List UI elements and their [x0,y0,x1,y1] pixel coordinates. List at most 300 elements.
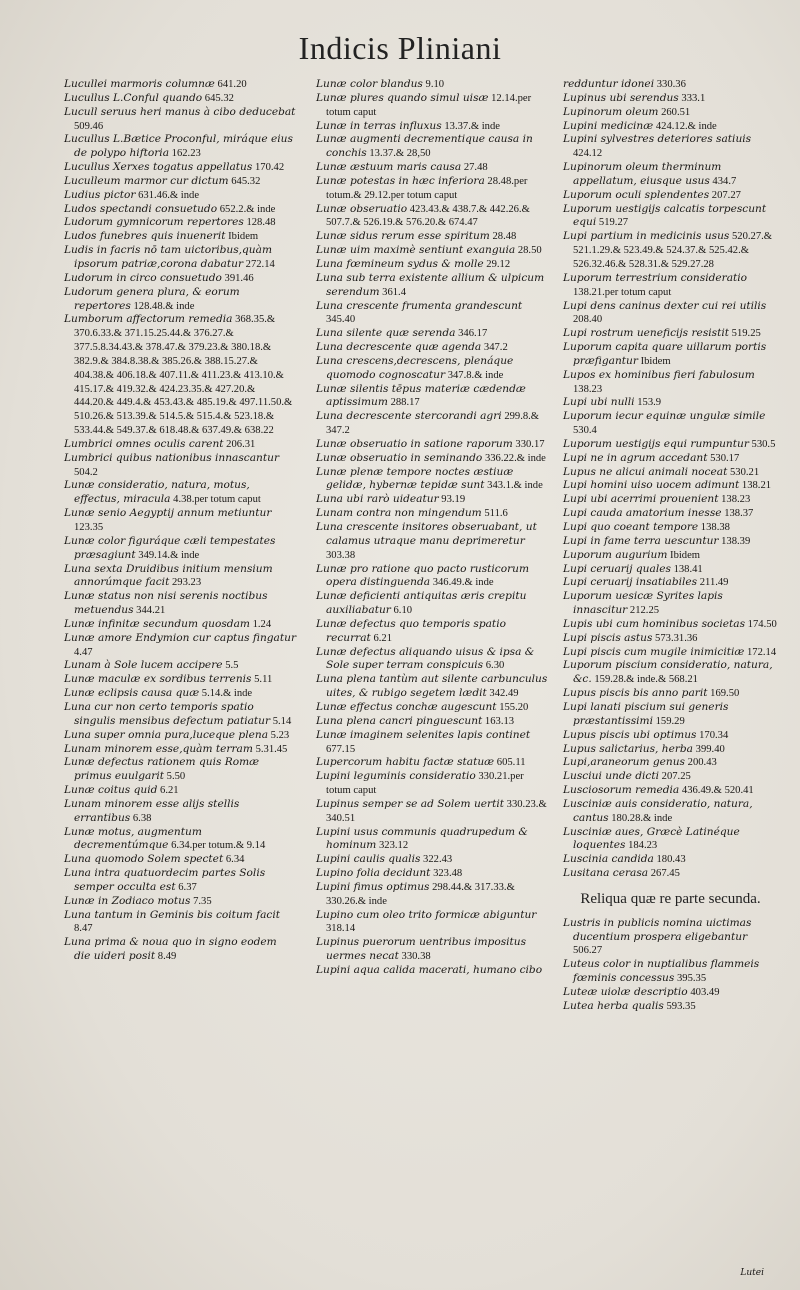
index-entry [563,853,778,867]
index-entry [316,507,548,521]
index-entry [563,341,778,369]
entry-text: Lupini fimus optimus [316,880,430,893]
entry-text: Luna intra quatuordecim partes Solis semper occulta est [64,867,266,893]
entry-text: Lunæ sidus rerum esse spiritum [316,230,490,243]
entry-reference: 138.39 [718,535,751,547]
entry-text: Lupini usus communis quadrupedum & hominum [316,825,528,852]
index-entry [563,466,778,480]
entry-reference: 128.48 [243,217,276,229]
entry-reference: 349.14.& inde [135,549,200,561]
index-entry [563,133,778,161]
index-entry [64,452,296,480]
entry-text: Luna prima & noua quo in signo eodem die uideri posit [64,936,277,963]
index-entry [316,355,548,383]
index-entry [563,687,778,701]
entry-reference: 5.5 [222,660,239,672]
index-entry [316,881,548,909]
index-entry [563,106,778,120]
index-entry [64,230,296,244]
entry-text: Lumbrici quibus nationibus innascantur [64,451,280,464]
entry-reference: 347.2 [481,342,508,354]
entry-reference: 504.2 [74,466,98,478]
entry-text: Lusciui unde dicti [563,770,660,783]
entry-reference: 573.31.36 [652,632,698,644]
index-entry [563,917,778,959]
index-entry [64,659,296,673]
entry-reference: 138.41 [670,563,703,575]
entry-text: Luporum iecur equinæ ungulæ simile [563,410,766,423]
entry-reference: 330.38 [398,951,431,963]
entry-reference: 4.38.per totum caput [170,494,261,506]
index-entry [64,286,296,314]
index-entry [316,410,548,438]
entry-reference: 153.9 [634,397,662,409]
entry-reference: 395.35 [674,973,707,985]
index-entry [64,92,296,106]
entry-reference: 645.32 [202,92,234,104]
entry-reference: 506.27 [573,945,603,957]
entry-reference: 318.14 [326,923,356,935]
index-entry [316,272,548,300]
index-entry [563,770,778,784]
index-entry [64,535,296,563]
index-entry [64,853,296,867]
index-entry [64,936,296,964]
entry-text: Lupini medicinæ [563,119,654,132]
index-column-right [563,78,778,1014]
entry-text: Lucullus Xerxes togatus appellatus [64,161,253,174]
entry-text: Lupus ne alicui animali noceat [563,465,728,478]
entry-reference: 519.27 [596,217,629,229]
index-entry [563,507,778,521]
entry-reference: 169.50 [707,688,740,700]
index-entry [563,300,778,328]
entry-reference: 423.43.& 438.7.& 442.26.& 507.7.& 526.19.& 576.20.& 674.47 [326,203,530,229]
entry-reference: 180.28.& inde [608,812,673,824]
index-entry [563,203,778,231]
index-entry [316,203,548,231]
entry-reference: 138.23 [718,494,751,506]
index-entry [563,563,778,577]
entry-reference: 346.17 [455,328,488,340]
index-entry [563,756,778,770]
entry-text: Lupi quo coeant tempore [563,521,699,533]
index-entry [316,493,548,507]
index-entry [64,203,296,217]
entry-reference: 138.38 [698,522,730,533]
index-entry [64,78,296,92]
entry-reference: 172.14 [744,646,777,658]
entry-reference: 180.43 [653,854,686,866]
index-entry [563,590,778,618]
entry-text: Lumbrici omnes oculis carent [64,437,224,450]
index-entry [316,92,548,120]
entry-reference: 5.14 [270,715,292,727]
index-entry [563,396,778,410]
index-entry [64,895,296,909]
entry-text: Luna fœmineum sydus & molle [316,257,484,270]
entry-text: Luporum uestigijs calcatis torpescunt equi [563,202,767,229]
entry-text: Lupi cauda amatorium inesse [563,507,722,520]
entry-reference: 336.22.& inde [482,452,546,464]
entry-reference: 652.2.& inde [217,203,276,215]
entry-text: Lunæ defectus aliquando uisus & ipsa & Sole super terram conspicuis [316,645,535,672]
entry-text: Lusciosorum remedia [563,784,680,797]
index-entry [64,507,296,535]
entry-text: Lunæ maculæ ex sordibus terrenis [64,673,252,686]
entry-text: Ludis in facris nō tam uictoribus,quàm ipsorum patriæ,corona dabatur [64,244,272,270]
entry-text: Lupi piscis astus [563,631,653,644]
entry-text: Lupinus puerorum uentribus impositus uermes necat [316,936,527,963]
entry-text: Lunæ deficienti antiquitas æris crepitu auxiliabatur [316,590,527,617]
entry-text: Luporum capita quare uillarum portis præfigantur [563,341,767,367]
entry-text: Lunam minorem esse,quàm terram [64,742,253,755]
entry-reference: 184.23 [625,840,658,852]
index-entry [316,438,548,452]
entry-reference: 5.14.& inde [199,688,253,700]
index-entry [316,521,548,563]
index-entry [563,618,778,632]
index-entry [563,729,778,743]
entry-reference: 123.35 [74,522,104,533]
entry-reference: 593.35 [663,1000,696,1012]
entry-text: Lunæ coitus quid [64,784,158,797]
index-entry [563,78,778,92]
index-entry [316,452,548,466]
entry-text: Luna silente quæ serenda [316,327,456,340]
page-title: Indicis Pliniani [298,30,502,66]
entry-text: Luna ubi rarò uideatur [316,493,439,506]
index-entry [64,673,296,687]
entry-reference: 170.34 [696,729,729,741]
entry-text: Lunæ obseruatio in seminando [316,451,483,464]
entry-reference: 267.45 [648,868,680,880]
entry-reference: 6.34.per totum.& 9.14 [168,840,266,852]
index-entry [64,784,296,798]
entry-text: Lupi ubi nulli [563,396,635,409]
entry-text: redduntur idonei [563,78,655,90]
index-entry [64,743,296,757]
index-entry [64,313,296,438]
entry-reference: 346.49.& inde [430,577,494,589]
entry-reference: Ibidem [225,231,259,243]
entry-text: Luporum oculi splendentes [563,188,710,201]
entry-reference: 424.12 [573,148,603,160]
entry-text: Lupini caulis qualis [316,853,421,866]
entry-reference: 159.28.& inde.& 568.21 [591,674,698,686]
entry-reference: 345.40 [326,314,356,326]
index-entry [316,78,548,92]
index-entry [316,175,548,203]
index-entry [316,341,548,355]
entry-text: Luporum augurium [563,548,668,561]
entry-text: Lunæ plures quando simul uisæ [316,91,489,104]
entry-text: Lunæ color figuráque cæli tempestates præsagiunt [64,534,276,561]
entry-text: Lunæ potestas in hæc inferiora [316,174,485,187]
entry-text: Lusciniæ auis consideratio, natura, cantus [563,797,753,824]
entry-reference: 6.10 [390,605,413,617]
index-entry [316,853,548,867]
entry-text: Lupus piscis ubi optimus [563,728,697,741]
entry-text: Luna sub terra existente allium & ulpicum serendum [316,271,545,298]
entry-text: Luporum uestigijs equi rumpuntur [563,437,749,450]
index-entry [563,743,778,757]
entry-reference: 330.17 [512,438,545,450]
entry-text: Lunæ silentis tēpus materiæ cædendæ aptissimum [316,382,526,409]
entry-text: Ludos spectandi consuetudo [64,202,218,215]
entry-reference: 138.21 [739,480,772,492]
entry-reference: 12.14.per totum caput [326,92,532,118]
entry-reference: 207.25 [659,771,691,783]
index-entry [64,175,296,189]
entry-text: Lunæ amore Endymion cur captus fingatur [64,631,297,644]
entry-text: Lucullus L.Bætice Proconful, miráque eius de polypo hiftoria [64,133,293,160]
index-entry [64,632,296,660]
index-entry [64,438,296,452]
index-entry [563,826,778,854]
entry-text: Lunam à Sole lucem accipere [64,659,223,672]
entry-reference: 5.31.45 [252,743,288,755]
entry-text: Lupini aqua calida macerati, humano cibo [316,964,543,976]
index-entry [316,964,548,978]
index-entry [563,189,778,203]
entry-text: Lunæ obseruatio [316,202,408,215]
entry-reference: 1.24 [249,618,272,630]
entry-text: Lunæ obseruatio in satione raporum [316,437,513,450]
entry-reference: 631.46.& inde [135,189,200,201]
entry-reference: 6.38 [130,812,152,824]
entry-text: Lupercorum habitu factæ statuæ [316,756,495,769]
entry-reference: 211.49 [697,577,729,589]
entry-reference: 343.1.& inde [484,480,543,492]
entry-reference: 511.6 [481,508,508,520]
entry-text: Lunæ infinitæ secundum quosdam [64,617,250,630]
entry-text: Lustris in publicis nomina uictimas ducentium prospera eligebantur [563,916,752,943]
entry-text: Lunæ defectus rationem quis Romæ primus euulgarit [64,756,260,783]
entry-text: Lucull seruus heri manus à cibo deducebat [64,105,296,118]
index-entry [64,479,296,507]
entry-reference: 128.48.& inde [130,300,195,312]
entry-text: Lunæ æstuum maris causa [316,161,462,174]
entry-reference: 530.5 [748,438,776,450]
index-entry [64,687,296,701]
index-entry [563,438,778,452]
index-entry [563,161,778,189]
entry-reference: 322.43 [420,854,453,866]
entry-reference: 530.4 [573,425,597,437]
entry-reference: 330.36 [654,79,686,90]
index-entry [563,369,778,397]
entry-reference: 347.8.& inde [445,369,504,381]
entry-text: Lunæ status non nisi serenis noctibus metuendus [64,590,268,617]
index-entry [316,770,548,798]
entry-text: Ludorum gymnicorum repertores [64,216,244,229]
index-entry [316,867,548,881]
index-entry [563,535,778,549]
entry-text: Lupi ubi acerrimi prouenient [563,493,719,506]
entry-reference: 530.17 [707,452,740,464]
entry-reference: 93.19 [438,494,466,506]
index-entry [316,230,548,244]
entry-reference: 6.34 [223,854,245,866]
entry-text: Lupino folia decidunt [316,867,431,880]
entry-text: Lutea herba qualis [563,999,664,1012]
index-entry [316,756,548,770]
entry-reference: 330.23.& 340.51 [326,798,547,824]
entry-reference: 8.47 [74,923,93,935]
index-entry [316,383,548,411]
index-entry [316,701,548,715]
index-entry [64,867,296,895]
entry-text: Luporum terrestrium consideratio [563,271,748,284]
index-entry [64,618,296,632]
entry-text: Lupinus semper se ad Solem uertit [316,797,505,810]
entry-text: Luna crescens,decrescens, plenáque quomodo cognoscatur [316,354,514,381]
index-entry [316,133,548,161]
index-entry [64,216,296,230]
entry-reference: 138.37 [721,508,754,520]
entry-reference: 288.17 [387,397,420,409]
entry-reference: 138.21.per totum caput [573,286,672,298]
entry-text: Luna crescente frumenta grandescunt [316,299,523,312]
index-entry [64,244,296,272]
index-entry [316,715,548,729]
entry-text: Lupino cum oleo trito formicæ abiguntur [316,908,537,921]
index-entry [563,410,778,438]
entry-reference: 677.15 [326,743,356,755]
entry-reference: 162.23 [169,148,201,160]
index-entry [316,327,548,341]
index-entry [563,521,778,535]
entry-text: Luna crescente insitores obseruabant, ut calamus utraque manu deprimeretur [316,521,537,547]
entry-reference: 368.35.& 370.6.33.& 371.15.25.44.& 376.27.& 377.5.8.34.43.& 378.47.& 379.23.& 380.18.& 382.9.& 384.8.38.& 385.26.& 388.15.27.& 404.38.& 406.18.& 407.11.& 411.23.& 413.10.& 415.17.& 419.32.& 424.23.35.& 427.20.& 444.20.& 449.4.& 453.43.& 485.19.& 497.11.50.& 510.26.& 513.39.& 514.5.& 515.4.& 523.18.& 533.44.& 549.37.& 618.48.& 637.49.& 638.22 [74,314,293,437]
entry-reference: 272.14 [243,258,275,270]
entry-reference: 8.49 [155,951,177,963]
entry-reference: 399.40 [693,743,725,755]
index-entry [316,161,548,175]
index-entry [563,632,778,646]
section-heading: Reliqua quæ re parte secunda. [580,890,761,907]
index-entry [64,701,296,729]
index-entry [316,618,548,646]
entry-text: Lusitana cerasa [563,867,649,880]
entry-reference: 436.49.& 520.41 [679,785,754,797]
entry-reference: 403.49 [687,987,720,998]
entry-text: Lunæ pro ratione quo pacto rusticorum opera distinguenda [316,562,530,589]
entry-text: Lupi lanati piscium sui generis præstantissimi [563,700,729,727]
entry-text: Lupi,araneorum genus [563,756,685,769]
entry-reference: Ibidem [667,549,701,561]
entry-text: Lupus piscis bis anno parit [563,687,708,700]
entry-reference: 28.50 [515,245,542,257]
index-entry [563,958,778,986]
index-entry [563,452,778,466]
entry-reference: 5.50 [164,771,186,783]
index-entry [316,826,548,854]
entry-reference: 323.12 [376,840,409,852]
entry-text: Lunæ eclipsis causa quæ [64,687,200,700]
entry-reference: 6.21 [370,632,392,644]
index-entry [64,909,296,937]
entry-reference: 170.42 [252,162,285,174]
index-entry [316,590,548,618]
entry-reference: 391.46 [221,272,254,284]
entry-text: Luna sexta Druidibus initium mensium annorúmque facit [64,562,273,589]
entry-reference: 5.23 [268,729,290,741]
entry-text: Lunæ augmenti decrementique causa in conchis [316,133,533,160]
index-entry [64,106,296,134]
index-entry [563,92,778,106]
entry-text: Luscinia candida [563,853,654,866]
entry-text: Lunæ defectus quo temporis spatio recurrat [316,617,506,644]
entry-reference: 6.37 [175,881,197,893]
entry-text: Luna super omnia pura,luceque plena [64,728,269,741]
entry-reference: 208.40 [573,314,603,326]
entry-text: Lupi dens caninus dexter cui rei utilis [563,299,767,312]
entry-text: Lunam contra non mingendum [316,507,482,520]
entry-text: Lupi rostrum ueneficijs resistit [563,327,729,340]
index-entry [563,1000,778,1014]
entry-reference: 7.35 [190,895,212,907]
entry-reference: 5.11 [251,674,273,686]
entry-reference: 303.38 [326,549,356,561]
entry-reference: 299.8.& 347.2 [326,411,540,437]
entry-text: Lunæ in Zodiaco motus [64,894,191,907]
index-entry [64,826,296,854]
entry-reference: 260.51 [658,106,691,118]
entry-text: Luna cur non certo temporis spatio singulis mensibus defectum patiatur [64,700,271,727]
index-entry [563,479,778,493]
entry-reference: 530.21 [727,466,760,478]
index-entry [316,120,548,134]
entry-text: Lunæ senio Aegyptij annum metiuntur [64,507,272,520]
index-entry [316,673,548,701]
entry-reference: 28.48.per totum.& 29.12.per totum caput [326,175,528,201]
entry-text: Ludorum genera plura, & eorum repertores [64,285,240,312]
entry-reference: 333.1 [678,92,706,104]
entry-text: Lupinus ubi serendus [563,91,679,104]
index-entry [64,563,296,591]
entry-text: Lupi piscis cum mugile inimicitiæ [563,645,745,658]
index-entry [563,120,778,134]
index-entry [316,909,548,937]
entry-reference: 27.48 [461,162,488,174]
entry-text: Luna tantum in Geminis bis coitum facit [64,908,280,921]
entry-text: Luna decrescente quæ agenda [316,341,482,354]
entry-reference: 293.23 [169,577,202,589]
entry-reference: 9.10 [422,79,445,90]
index-entry [316,563,548,591]
entry-text: Lupi homini uiso uocem adimunt [563,479,740,492]
entry-reference: 298.44.& 317.33.& 330.26.& inde [326,881,515,907]
entry-reference: 138.23 [573,383,603,395]
entry-text: Lupos ex hominibus fieri fabulosum [563,368,755,381]
entry-text: Lupi ne in agrum accedant [563,451,708,464]
entry-text: Lumborum affectorum remedia [64,313,233,326]
entry-reference: 605.11 [494,757,526,769]
entry-reference: 28.48 [489,231,517,243]
index-entry [563,701,778,729]
entry-reference: 424.12.& inde [653,120,717,132]
entry-reference: 361.4 [379,286,406,298]
entry-text: Lupi in fame terra uescuntur [563,534,719,547]
entry-reference: 520.27.& 521.1.29.& 523.49.& 524.37.& 525.42.& 526.32.46.& 528.31.& 529.27.28 [573,231,773,270]
index-entry [316,300,548,328]
entry-text: Luna plena tantùm aut silente carbunculus uites, & rubigo segetem lædit [316,673,548,700]
index-entry [64,798,296,826]
entry-text: Lupi ceruarij quales [563,562,671,575]
entry-reference: 344.21 [133,605,166,617]
